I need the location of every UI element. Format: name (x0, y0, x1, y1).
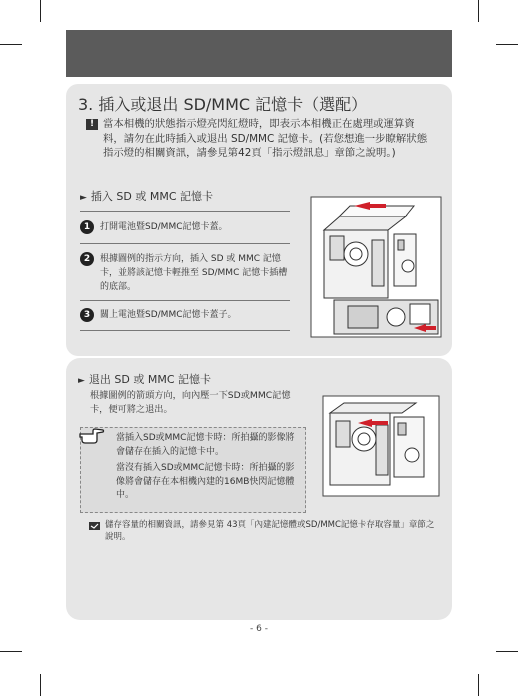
step-text: 打開電池暨SD/MMC記憶卡蓋。 (100, 222, 228, 232)
page-number: - 6 - (250, 624, 268, 634)
crop-mark (0, 44, 22, 45)
crop-mark (478, 674, 479, 696)
step-number-icon: 3 (80, 308, 94, 322)
divider (80, 243, 290, 244)
play-arrow-icon: ► (78, 376, 85, 386)
note-text-2: 當沒有插入SD或MMC記憶卡時：所拍攝的影像將會儲存在本相機內建的16MB快閃記憶體中。 (116, 463, 295, 500)
section-intro: 當本相機的狀態指示燈亮閃紅燈時，即表示本相機正在處理或運算資料，請勿在此時插入或退出 SD/MMC 記憶卡。(若您想進一步瞭解狀態指示燈的相關資訊，請參見第42頁「指示燈訊息」章節之說明。) (103, 118, 428, 159)
crop-mark (496, 44, 518, 45)
insert-title: 插入 SD 或 MMC 記憶卡 (90, 190, 214, 203)
divider (80, 300, 290, 301)
warning-icon: ! (86, 119, 98, 130)
camera-card-door-illustration (310, 196, 442, 338)
crop-mark (0, 651, 22, 652)
divider (80, 211, 290, 212)
eject-subtitle (78, 371, 211, 387)
play-arrow-icon: ► (80, 193, 87, 203)
step-3 (80, 308, 290, 322)
divider (80, 330, 290, 331)
step-number-icon: 1 (80, 220, 94, 234)
step-number-icon: 2 (80, 252, 94, 266)
step-1 (80, 220, 290, 234)
note-text-1: 當插入SD或MMC記憶卡時：所拍攝的影像將會儲存在插入的記憶卡中。 (116, 433, 295, 457)
crop-mark (40, 0, 41, 22)
camera-card-eject-illustration (322, 395, 440, 497)
step-text: 根據圖例的指示方向，插入 SD 或 MMC 記憶卡，並將該記憶卡輕推至 SD/MMC 記憶卡插槽的底部。 (100, 254, 288, 292)
section-title: 3. 插入或退出 SD/MMC 記憶卡（選配） (78, 95, 368, 114)
crop-mark (496, 651, 518, 652)
step-2 (80, 252, 290, 294)
crop-mark (40, 674, 41, 696)
header-bar (66, 30, 452, 77)
memo-icon (89, 522, 100, 530)
step-text: 關上電池暨SD/MMC記憶卡蓋子。 (100, 310, 237, 320)
pointing-hand-icon (79, 428, 105, 444)
crop-mark (478, 0, 479, 22)
insert-subtitle (80, 188, 213, 204)
footnote: 儲存容量的相關資訊，請參見第 43頁「內建記憶體或SD/MMC記憶卡存取容量」章節之說明。 (105, 520, 435, 542)
eject-title: 退出 SD 或 MMC 記憶卡 (88, 373, 212, 386)
eject-description: 根據圖例的箭頭方向，向內壓一下SD或MMC記憶卡，便可將之退出。 (90, 390, 291, 415)
